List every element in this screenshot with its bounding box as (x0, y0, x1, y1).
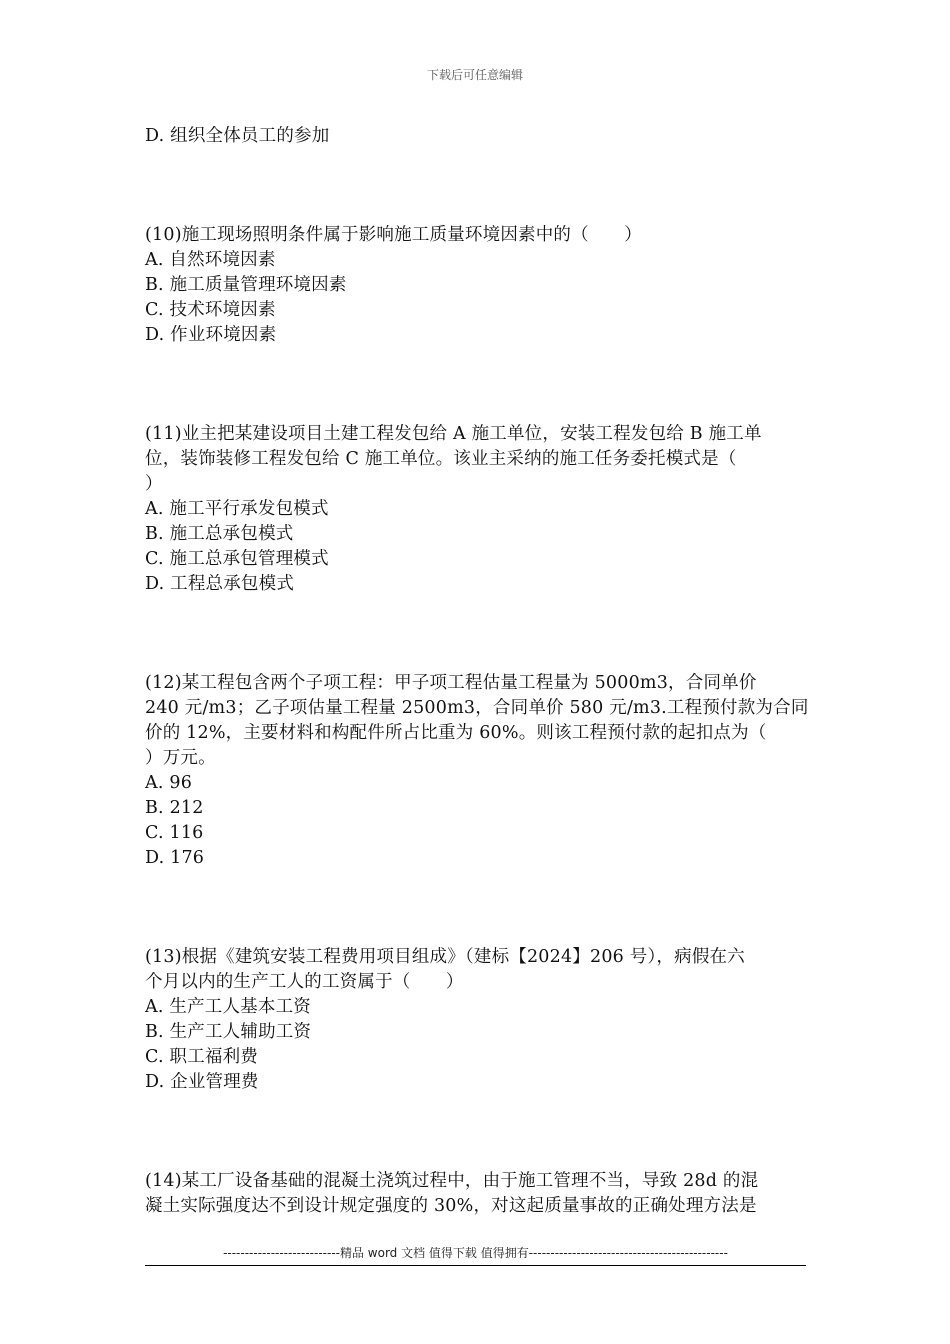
document-body (145, 124, 810, 1219)
option-c: C. 116 (145, 823, 204, 843)
option-d: D. 176 (145, 848, 205, 868)
option-c: C. 技术环境因素 (145, 300, 276, 320)
page-header-note: 下载后可任意编辑 (426, 68, 523, 82)
option-a: A. 施工平行承发包模式 (145, 499, 329, 519)
question-stem-line: 价的 12%，主要材料和构配件所占比重为 60%。则该工程预付款的起扣点为（ (145, 723, 767, 743)
question-stem-line: (12)某工程包含两个子项工程：甲子项工程估量工程量为 5000m3，合同单价 (145, 673, 757, 693)
question-stem-line: 凝土实际强度达不到设计规定强度的 30%，对这起质量事故的正确处理方法是 (145, 1196, 757, 1216)
option-c: C. 职工福利费 (145, 1047, 258, 1067)
question-stem-line: (14)某工厂设备基础的混凝土浇筑过程中，由于施工管理不当，导致 28d 的混 (145, 1171, 759, 1191)
question-11 (145, 422, 810, 597)
option-b: B. 212 (145, 798, 204, 818)
option-a: A. 自然环境因素 (145, 250, 276, 270)
question-stem-line: (13)根据《建筑安装工程费用项目组成》（建标【2024】206 号），病假在六 (145, 947, 745, 967)
question-stem-line: ）万元。 (145, 748, 216, 768)
previous-option-d: D. 组织全体员工的参加 (145, 126, 330, 146)
question-stem-line: (11)业主把某建设项目土建工程发包给 A 施工单位，安装工程发包给 B 施工单 (145, 424, 762, 444)
option-d: D. 作业环境因素 (145, 325, 277, 345)
question-14 (145, 1169, 810, 1219)
option-a: A. 生产工人基本工资 (145, 997, 311, 1017)
question-12 (145, 671, 810, 871)
option-d: D. 企业管理费 (145, 1072, 259, 1092)
footer-divider (145, 1265, 806, 1266)
option-a: A. 96 (145, 773, 193, 793)
option-c: C. 施工总承包管理模式 (145, 549, 329, 569)
option-b: B. 施工质量管理环境因素 (145, 275, 347, 295)
page-footer (145, 1244, 806, 1266)
option-b: B. 生产工人辅助工资 (145, 1022, 312, 1042)
option-b: B. 施工总承包模式 (145, 524, 294, 544)
question-stem-line: ） (145, 474, 163, 494)
question-stem-line: 个月以内的生产工人的工资属于（ ） (145, 972, 464, 992)
question-stem-line: 位，装饰装修工程发包给 C 施工单位。该业主采纳的施工任务委托模式是（ (145, 449, 737, 469)
question-10 (145, 223, 810, 348)
question-13 (145, 945, 810, 1095)
footer-text: ---------------------------精品 word 文档 值得下载 值得拥有---------------------------------------------- (223, 1246, 728, 1260)
question-stem-line: (10)施工现场照明条件属于影响施工质量环境因素中的（ ） (145, 225, 642, 245)
option-d: D. 工程总承包模式 (145, 574, 295, 594)
question-stem-line: 240 元/m3；乙子项估量工程量 2500m3，合同单价 580 元/m3.工程预付款为合同 (145, 698, 809, 718)
